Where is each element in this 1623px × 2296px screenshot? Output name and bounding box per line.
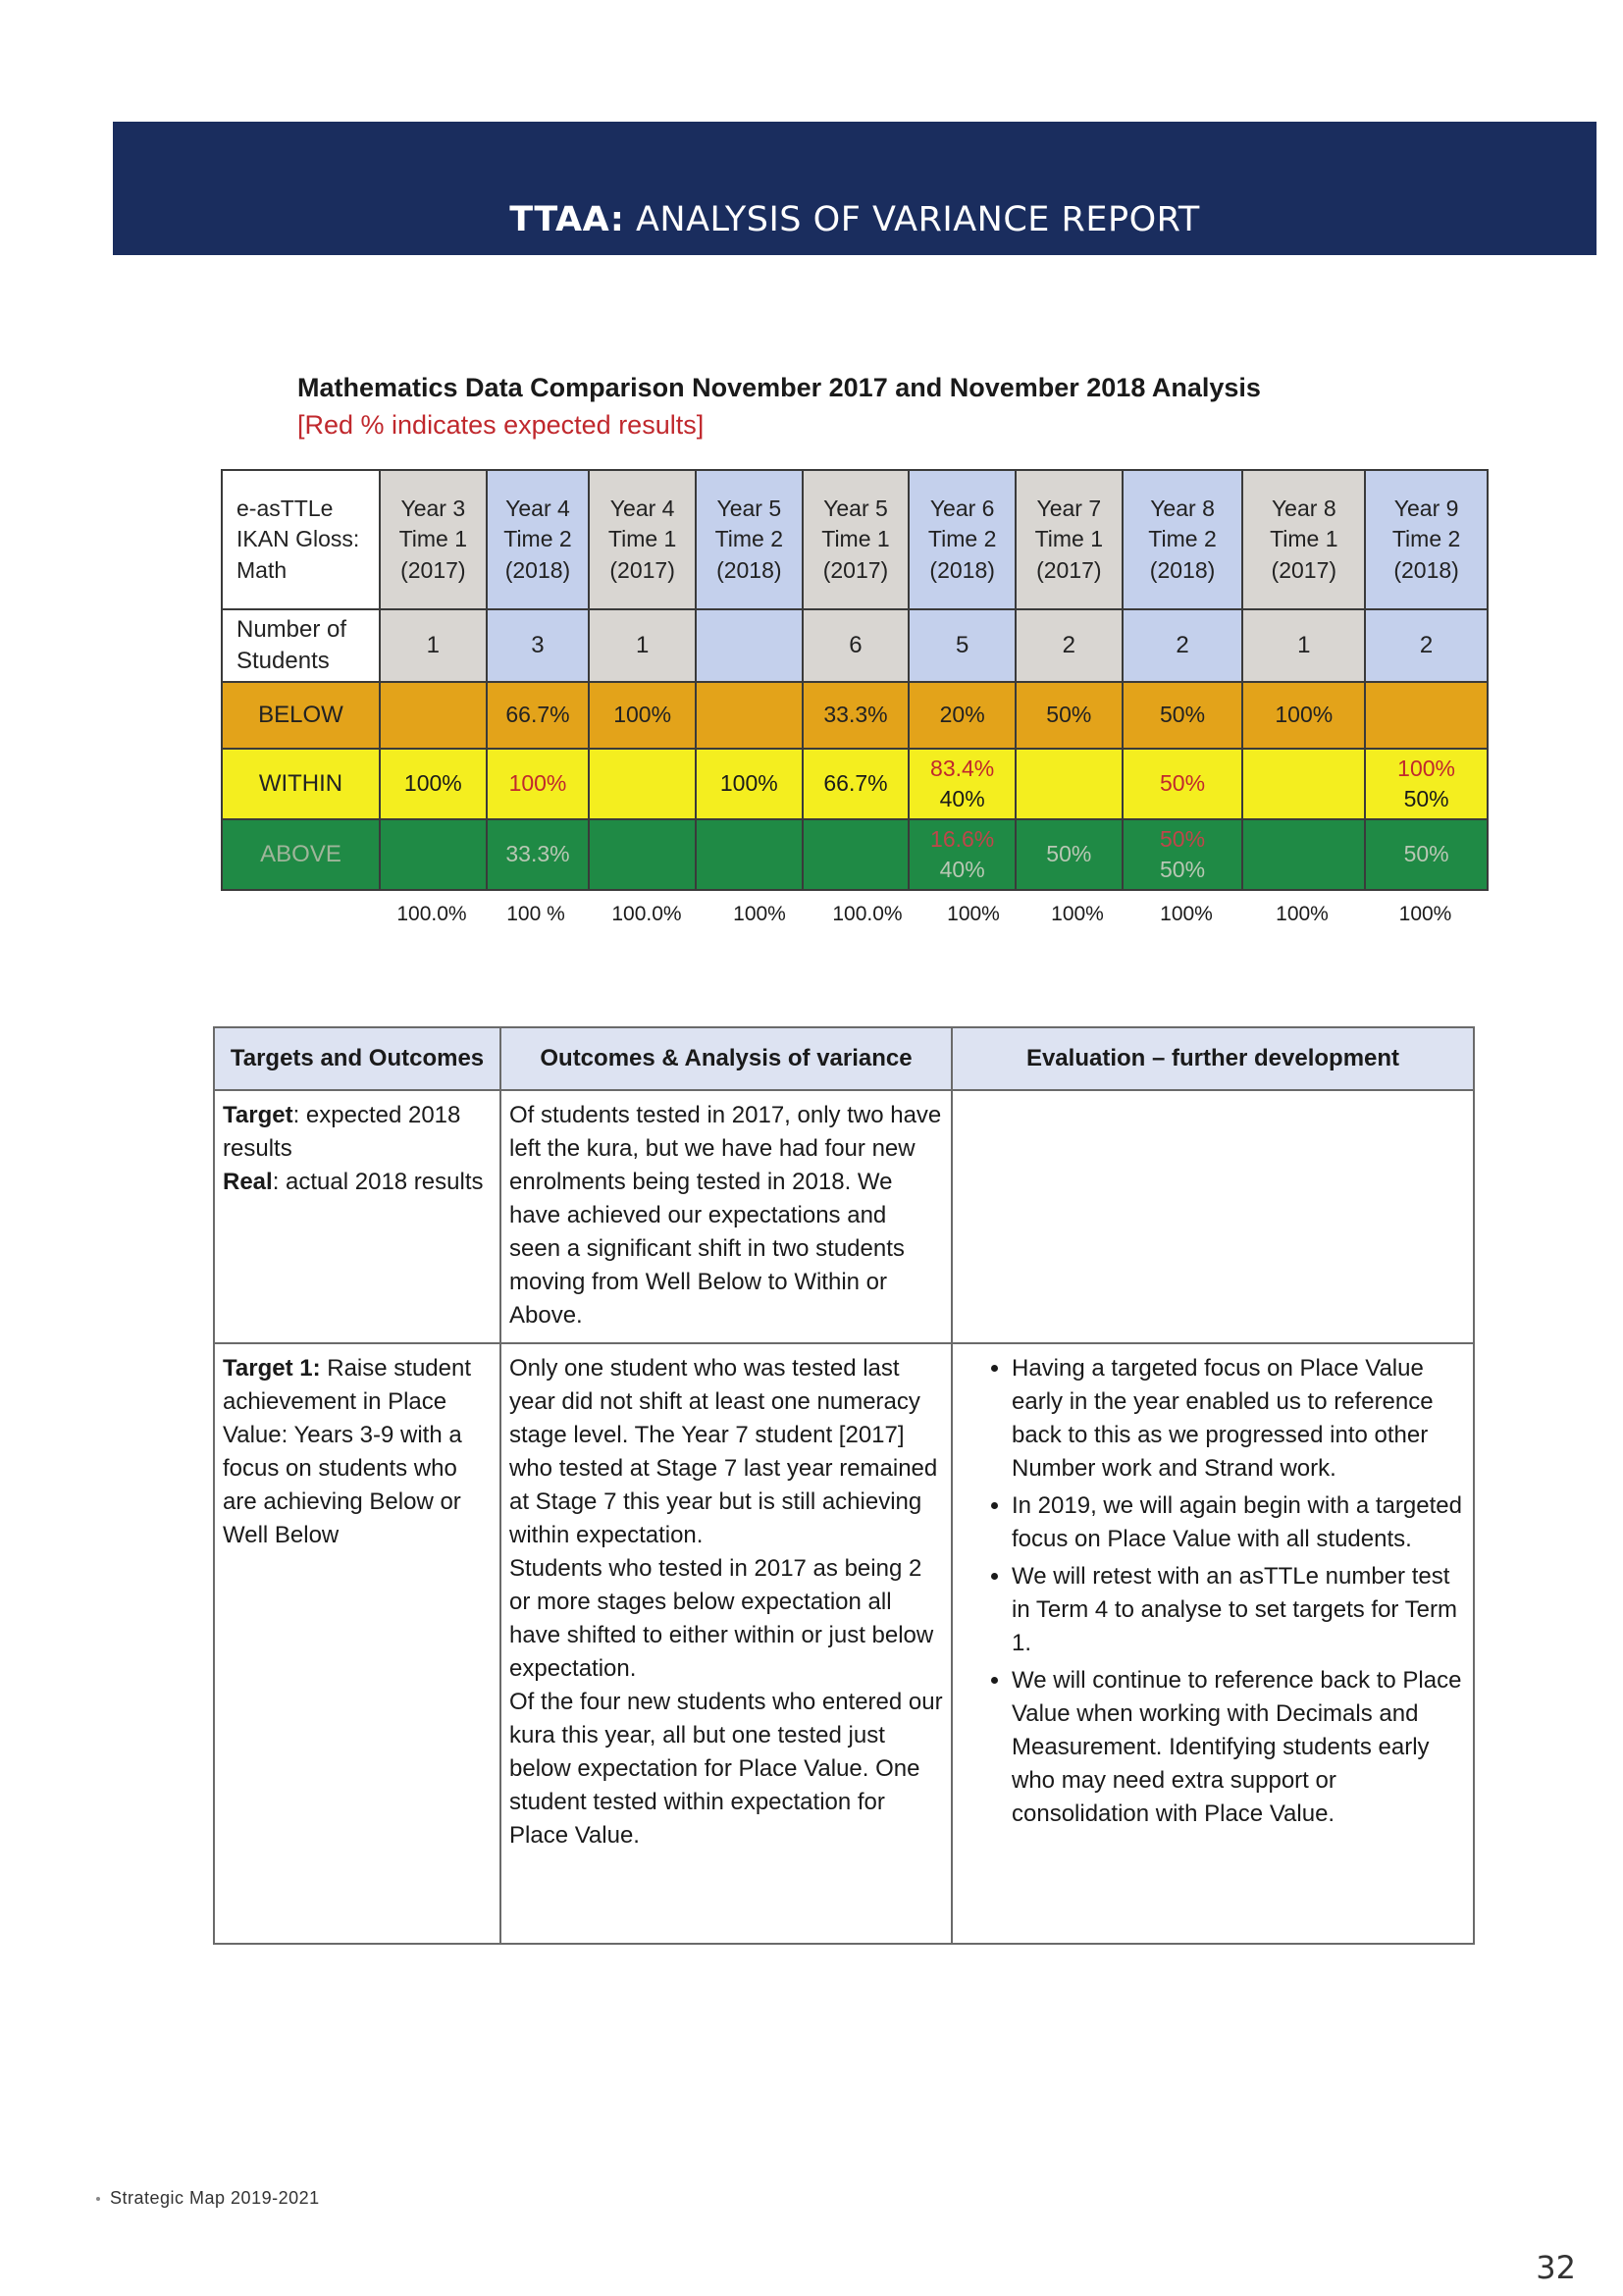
below-cell	[696, 682, 803, 749]
below-cell: 66.7%	[487, 682, 590, 749]
total-value: 100%	[1398, 903, 1452, 925]
analysis-table	[213, 1026, 1475, 1945]
evaluation-cell	[952, 1090, 1474, 1343]
total-value: 100%	[947, 903, 1000, 925]
column-header: Year 7 Time 1 (2017)	[1016, 470, 1123, 609]
math-data-table	[221, 469, 1489, 891]
target-cell: Target: expected 2018 results Real: actual 2018 results	[214, 1090, 500, 1343]
analysis-row	[214, 1090, 1474, 1343]
column-header: Year 6 Time 2 (2018)	[909, 470, 1016, 609]
page-number: 32	[1536, 2249, 1576, 2286]
total-value: 100.0%	[611, 903, 682, 925]
evaluation-cell	[952, 1343, 1474, 1944]
row-label: Number of Students	[222, 609, 380, 682]
within-cell: 100% 50%	[1365, 749, 1488, 819]
above-cell	[803, 819, 910, 890]
above-cell: 50% 50%	[1123, 819, 1243, 890]
above-cell	[1242, 819, 1365, 890]
totals-row	[379, 903, 1489, 938]
above-cell: 16.6% 40%	[909, 819, 1016, 890]
list-item: • Having a targeted focus on Place Value early in the year enabled us to reference back to this as we progressed into other Number work and Strand work.	[1012, 1352, 1465, 1486]
below-cell: 50%	[1123, 682, 1243, 749]
student-count: 2	[1016, 609, 1123, 682]
student-count: 5	[909, 609, 1016, 682]
student-count: 3	[487, 609, 590, 682]
evaluation-list	[961, 1352, 1465, 1831]
corner-cell: e-asTTLe IKAN Gloss: Math	[222, 470, 380, 609]
header-outcomes: Outcomes & Analysis of variance	[500, 1027, 952, 1090]
within-row	[222, 749, 1488, 819]
column-header: Year 8 Time 2 (2018)	[1123, 470, 1243, 609]
students-row	[222, 609, 1488, 682]
outcome-cell: Only one student who was tested last year did not shift at least one numeracy stage level. The Year 7 student [2017] who tested at Stage 7 last year remained at Stage 7 this year but is still achieving within expectation. Students who tested in 2017 as being 2 or more stages below expectation all have shifted to either within or just below expectation. Of the four new students who entered our kura this year, all but one tested just below expectation for Place Value. One student tested within expectation for Place Value.	[500, 1343, 952, 1944]
analysis-header-row	[214, 1027, 1474, 1090]
list-item: • We will continue to reference back to Place Value when working with Decimals and Measurement. Identifying students early who may need extra support or consolidation with Place Value.	[1012, 1664, 1465, 1831]
student-count: 1	[380, 609, 487, 682]
below-cell: 33.3%	[803, 682, 910, 749]
page-title: TTAA: ANALYSIS OF VARIANCE REPORT	[509, 200, 1200, 239]
column-header: Year 5 Time 2 (2018)	[696, 470, 803, 609]
total-value: 100%	[1276, 903, 1329, 925]
column-header: Year 9 Time 2 (2018)	[1365, 470, 1488, 609]
above-cell: 50%	[1016, 819, 1123, 890]
within-cell	[589, 749, 696, 819]
section-subheading: [Red % indicates expected results]	[297, 410, 705, 440]
within-cell: 100%	[696, 749, 803, 819]
below-cell	[380, 682, 487, 749]
within-cell	[1242, 749, 1365, 819]
total-value: 100%	[1160, 903, 1213, 925]
total-value: 100%	[733, 903, 786, 925]
below-cell: 100%	[589, 682, 696, 749]
within-cell: 66.7%	[803, 749, 910, 819]
title-banner	[113, 122, 1597, 255]
within-cell	[1016, 749, 1123, 819]
footer-text: Strategic Map 2019-2021	[110, 2188, 320, 2208]
student-count: 6	[803, 609, 910, 682]
above-cell: 33.3%	[487, 819, 590, 890]
target-cell: Target 1: Raise student achievement in Place Value: Years 3-9 with a focus on students who are achieving Below or Well Below	[214, 1343, 500, 1944]
student-count	[696, 609, 803, 682]
above-cell	[696, 819, 803, 890]
column-header: Year 8 Time 1 (2017)	[1242, 470, 1365, 609]
student-count: 1	[589, 609, 696, 682]
above-cell	[589, 819, 696, 890]
within-cell: 100%	[487, 749, 590, 819]
within-cell: 100%	[380, 749, 487, 819]
column-header: Year 3 Time 1 (2017)	[380, 470, 487, 609]
below-row	[222, 682, 1488, 749]
student-count: 2	[1123, 609, 1243, 682]
row-label: WITHIN	[222, 749, 380, 819]
total-value: 100.0%	[832, 903, 903, 925]
column-header: Year 4 Time 2 (2018)	[487, 470, 590, 609]
column-header: Year 4 Time 1 (2017)	[589, 470, 696, 609]
list-item: • We will retest with an asTTLe number test in Term 4 to analyse to set targets for Term 1.	[1012, 1560, 1465, 1660]
below-cell	[1365, 682, 1488, 749]
above-cell: 50%	[1365, 819, 1488, 890]
below-cell: 100%	[1242, 682, 1365, 749]
section-heading: Mathematics Data Comparison November 2017 and November 2018 Analysis	[297, 373, 1261, 402]
header-evaluation: Evaluation – further development	[952, 1027, 1474, 1090]
bullet-icon	[96, 2197, 100, 2201]
student-count: 1	[1242, 609, 1365, 682]
within-cell: 83.4% 40%	[909, 749, 1016, 819]
header-row	[222, 470, 1488, 609]
footer	[96, 2188, 320, 2209]
list-item: • In 2019, we will again begin with a targeted focus on Place Value with all students.	[1012, 1489, 1465, 1556]
below-cell: 50%	[1016, 682, 1123, 749]
row-label: ABOVE	[222, 819, 380, 890]
within-cell: 50%	[1123, 749, 1243, 819]
header-targets: Targets and Outcomes	[214, 1027, 500, 1090]
total-value: 100 %	[506, 903, 565, 925]
row-label: BELOW	[222, 682, 380, 749]
student-count: 2	[1365, 609, 1488, 682]
column-header: Year 5 Time 1 (2017)	[803, 470, 910, 609]
above-cell	[380, 819, 487, 890]
outcome-cell: Of students tested in 2017, only two have left the kura, but we have had four new enrolments being tested in 2018. We have achieved our expectations and seen a significant shift in two students moving from Well Below to Within or Above.	[500, 1090, 952, 1343]
analysis-row	[214, 1343, 1474, 1944]
total-value: 100%	[1051, 903, 1104, 925]
total-value: 100.0%	[396, 903, 467, 925]
below-cell: 20%	[909, 682, 1016, 749]
above-row	[222, 819, 1488, 890]
